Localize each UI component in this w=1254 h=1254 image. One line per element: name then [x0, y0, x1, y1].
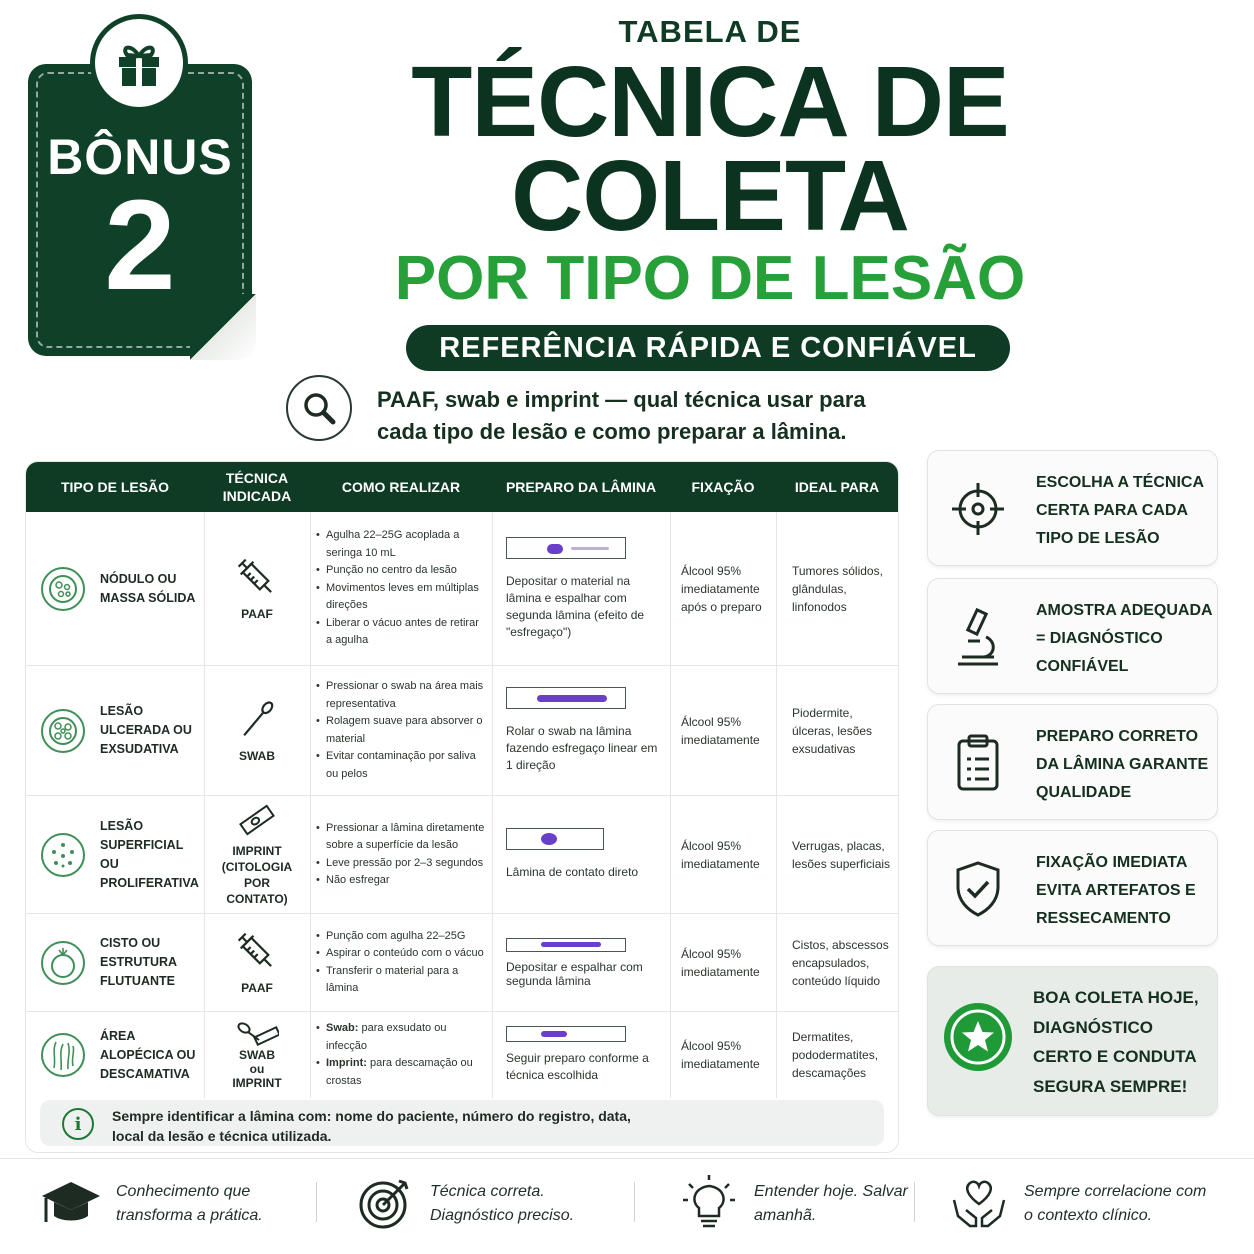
header-ideal: IDEAL PARA: [794, 479, 880, 495]
preparo-cell: [506, 512, 662, 665]
ideal-text: Dermatites, pododermatites, descamações: [792, 1030, 879, 1080]
fixacao-text: Álcool 95% imediatamente após o preparo: [681, 563, 762, 614]
lesion-name: NÓDULO OU MASSA SÓLIDA: [100, 571, 196, 605]
fixacao-text: Álcool 95% imediatamente: [681, 714, 760, 747]
lesion-cell: [26, 1012, 204, 1098]
header-como: COMO REALIZAR: [341, 479, 461, 495]
fixacao-cell: [681, 796, 773, 913]
smear-mark: [541, 1031, 567, 1037]
cyst-icon: [40, 940, 86, 986]
steps-cell: [316, 666, 488, 795]
steps-list: • Pressionar o swab na área mais representativa • Rolagem suave para absorver o material • Evitar contaminação por saliva ou pelos: [316, 678, 488, 783]
smear-mark: [541, 942, 601, 947]
lesion-cell: [26, 666, 204, 795]
ideal-cell: [792, 796, 892, 913]
technique-label: PAAF: [241, 980, 273, 995]
technique-cell: [204, 1012, 310, 1098]
search-icon: [299, 388, 339, 428]
preparo-cell: [506, 1012, 662, 1098]
title-subheading: POR TIPO DE LESÃO: [394, 244, 1026, 313]
footer-separator: [316, 1182, 317, 1222]
fixacao-cell: [681, 1012, 773, 1098]
technique-table: [26, 462, 898, 1152]
syringe-icon: [237, 930, 277, 974]
ulcer-icon: [40, 708, 86, 754]
steps-cell: [316, 512, 488, 665]
fixacao-cell: [681, 914, 773, 1011]
slide-illustration: [506, 938, 626, 952]
syringe-icon: [237, 556, 277, 600]
smear-trail: [571, 547, 609, 550]
footer-text: Entender hoje. Salvar amanhã.: [754, 1183, 908, 1224]
table-row: [26, 666, 898, 796]
technique-cell: [204, 666, 310, 795]
side-card-final: [927, 966, 1218, 1116]
clipboard-icon: [948, 733, 1008, 793]
alopecia-icon: [40, 1032, 86, 1078]
lesion-cell: [26, 796, 204, 913]
shield-check-icon: [948, 859, 1008, 919]
swab-imprint-icon: [235, 1020, 279, 1046]
steps-cell: [316, 1012, 488, 1098]
lesion-cell: [26, 512, 204, 665]
table-row: [26, 796, 898, 914]
technique-label: SWAB ou IMPRINT: [232, 1048, 282, 1090]
steps-cell: [316, 914, 488, 1011]
technique-label: SWAB: [239, 748, 275, 763]
footer-text: Técnica correta. Diagnóstico preciso.: [430, 1183, 575, 1224]
target-icon: [354, 1172, 416, 1234]
lightbulb-icon: [678, 1172, 740, 1234]
lesion-cell: [26, 914, 204, 1011]
steps-list: • Pressionar a lâmina diretamente sobre a superfície da lesão • Leve pressão por 2–3 segundos • Não esfregar: [316, 820, 488, 890]
lesion-name: CISTO OU ESTRUTURA FLUTUANTE: [100, 936, 178, 988]
preparo-cell: [506, 796, 662, 913]
slide-illustration: [506, 537, 626, 559]
table-row: [26, 1012, 898, 1098]
ideal-cell: [792, 666, 892, 795]
gift-icon-circle: [90, 14, 188, 112]
final-message: BOA COLETA HOJE, DIAGNÓSTICO CERTO E CONDUTA SEGURA SEMPRE!: [1033, 988, 1199, 1096]
technique-cell: [204, 796, 310, 913]
intro-line-1: PAAF, swab e imprint — qual técnica usar para: [377, 387, 866, 412]
fixacao-cell: [681, 512, 773, 665]
header-tipo: TIPO DE LESÃO: [60, 479, 170, 495]
technique-label: IMPRINT (CITOLOGIA POR CONTATO): [221, 843, 293, 906]
step-item: • Swab: para exsudato ou infecção: [316, 1020, 488, 1055]
footer-item: [354, 1172, 624, 1234]
footer-separator: [634, 1182, 635, 1222]
ideal-cell: [792, 1012, 892, 1098]
technique-cell: [204, 512, 310, 665]
table-row: [26, 914, 898, 1012]
microscope-icon: [948, 607, 1008, 667]
header-tecnica: TÉCNICA INDICADA: [222, 470, 292, 504]
smear-mark: [537, 695, 607, 702]
footer-separator: [914, 1182, 915, 1222]
fixacao-text: Álcool 95% imediatamente: [681, 946, 760, 979]
preparo-text: Depositar o material na lâmina e espalhar com segunda lâmina (efeito de "esfregaço"): [506, 573, 645, 639]
crosshair-icon: [948, 479, 1008, 539]
swab-icon: [237, 698, 277, 742]
footer-text: Conhecimento que transforma a prática.: [116, 1183, 263, 1224]
side-card-fixacao: [927, 830, 1218, 946]
technique-label: PAAF: [241, 606, 273, 621]
preparo-cell: [506, 914, 662, 1011]
preparo-text: Seguir preparo conforme a técnica escolhida: [506, 1051, 649, 1082]
superficial-lesion-icon: [40, 832, 86, 878]
technique-cell: [204, 914, 310, 1011]
table-header: [26, 462, 898, 512]
ideal-text: Piodermite, úlceras, lesões exsudativas: [792, 705, 873, 756]
table-row: [26, 512, 898, 666]
footer-item: [948, 1172, 1218, 1234]
footer-item: [678, 1172, 918, 1234]
graduation-cap-icon: [40, 1172, 102, 1234]
info-icon: i: [62, 1108, 94, 1140]
side-card-text: ESCOLHA A TÉCNICA CERTA PARA CADA TIPO DE LESÃO: [1036, 474, 1204, 547]
side-card-text: AMOSTRA ADEQUADA = DIAGNÓSTICO CONFIÁVEL: [1036, 602, 1212, 675]
side-card-text: PREPARO CORRETO DA LÂMINA GARANTE QUALIDADE: [1036, 728, 1209, 801]
side-card-sample: [927, 578, 1218, 694]
slide-illustration: [506, 1026, 626, 1042]
preparo-text: Depositar e espalhar com segunda lâmina: [506, 959, 643, 988]
header-preparo: PREPARO DA LÂMINA: [505, 479, 657, 495]
nodule-icon: [40, 566, 86, 612]
title-line-1: TÉCNICA DE: [411, 46, 1009, 158]
search-icon-circle: [286, 375, 352, 441]
ideal-cell: [792, 914, 896, 1011]
smear-mark: [547, 544, 563, 554]
preparo-text: Rolar o swab na lâmina fazendo esfregaço linear em 1 direção: [506, 724, 658, 772]
title-small: TABELA DE: [618, 14, 802, 49]
lesion-name: ÁREA ALOPÉCICA OU DESCAMATIVA: [100, 1028, 196, 1081]
fixacao-cell: [681, 666, 773, 795]
footer-divider: [0, 1158, 1254, 1159]
slide-illustration: [506, 687, 626, 709]
bonus-number: 2: [104, 174, 176, 317]
side-card-preparo: [927, 704, 1218, 820]
note-text: Sempre identificar a lâmina com: nome do paciente, número do registro, data, local da lesão e técnica utilizada.: [112, 1108, 631, 1144]
ideal-text: Tumores sólidos, glândulas, linfonodos: [792, 563, 883, 614]
title-pill: REFERÊNCIA RÁPIDA E CONFIÁVEL: [406, 325, 1010, 371]
side-card-text: FIXAÇÃO IMEDIATA EVITA ARTEFATOS E RESSECAMENTO: [1036, 854, 1196, 927]
steps-list: [316, 1020, 488, 1090]
steps-list: • Agulha 22–25G acoplada a seringa 10 mL • Punção no centro da lesão • Movimentos leves em múltiplas direções • Liberar o vácuo antes de retirar a agulha: [316, 527, 488, 650]
preparo-text: Lâmina de contato direto: [506, 865, 639, 879]
intro-text: [377, 384, 917, 448]
bonus-label: BÔNUS: [47, 129, 233, 185]
intro-line-2: cada tipo de lesão e como preparar a lâmina.: [377, 419, 847, 444]
fixacao-text: Álcool 95% imediatamente: [681, 1039, 760, 1071]
footer-text: Sempre correlacione com o contexto clínico.: [1024, 1183, 1207, 1224]
smear-mark: [541, 833, 557, 845]
steps-list: • Punção com agulha 22–25G • Aspirar o conteúdo com o vácuo • Transferir o material para a lâmina: [316, 928, 488, 998]
header-fixacao: FIXAÇÃO: [691, 479, 755, 495]
lesion-name: LESÃO SUPERFICIAL OU PROLIFERATIVA: [100, 818, 199, 890]
ideal-text: Cistos, abscessos encapsulados, conteúdo líquido: [792, 937, 889, 988]
identification-note: [40, 1100, 884, 1146]
step-item: • Imprint: para descamação ou crostas: [316, 1055, 488, 1090]
side-card-technique: [927, 450, 1218, 566]
ideal-text: Verrugas, placas, lesões superficiais: [792, 838, 891, 871]
fixacao-text: Álcool 95% imediatamente: [681, 838, 760, 871]
heart-hands-icon: [948, 1172, 1010, 1234]
gift-icon: [111, 35, 167, 91]
preparo-cell: [506, 666, 662, 795]
star-icon: [944, 1003, 1012, 1071]
footer-item: [40, 1172, 310, 1234]
title-line-2: COLETA: [511, 140, 909, 252]
imprint-slide-icon: [237, 803, 277, 837]
ideal-cell: [792, 512, 892, 665]
lesion-name: LESÃO ULCERADA OU EXSUDATIVA: [100, 704, 192, 756]
slide-illustration: [506, 828, 604, 850]
steps-cell: [316, 796, 488, 913]
